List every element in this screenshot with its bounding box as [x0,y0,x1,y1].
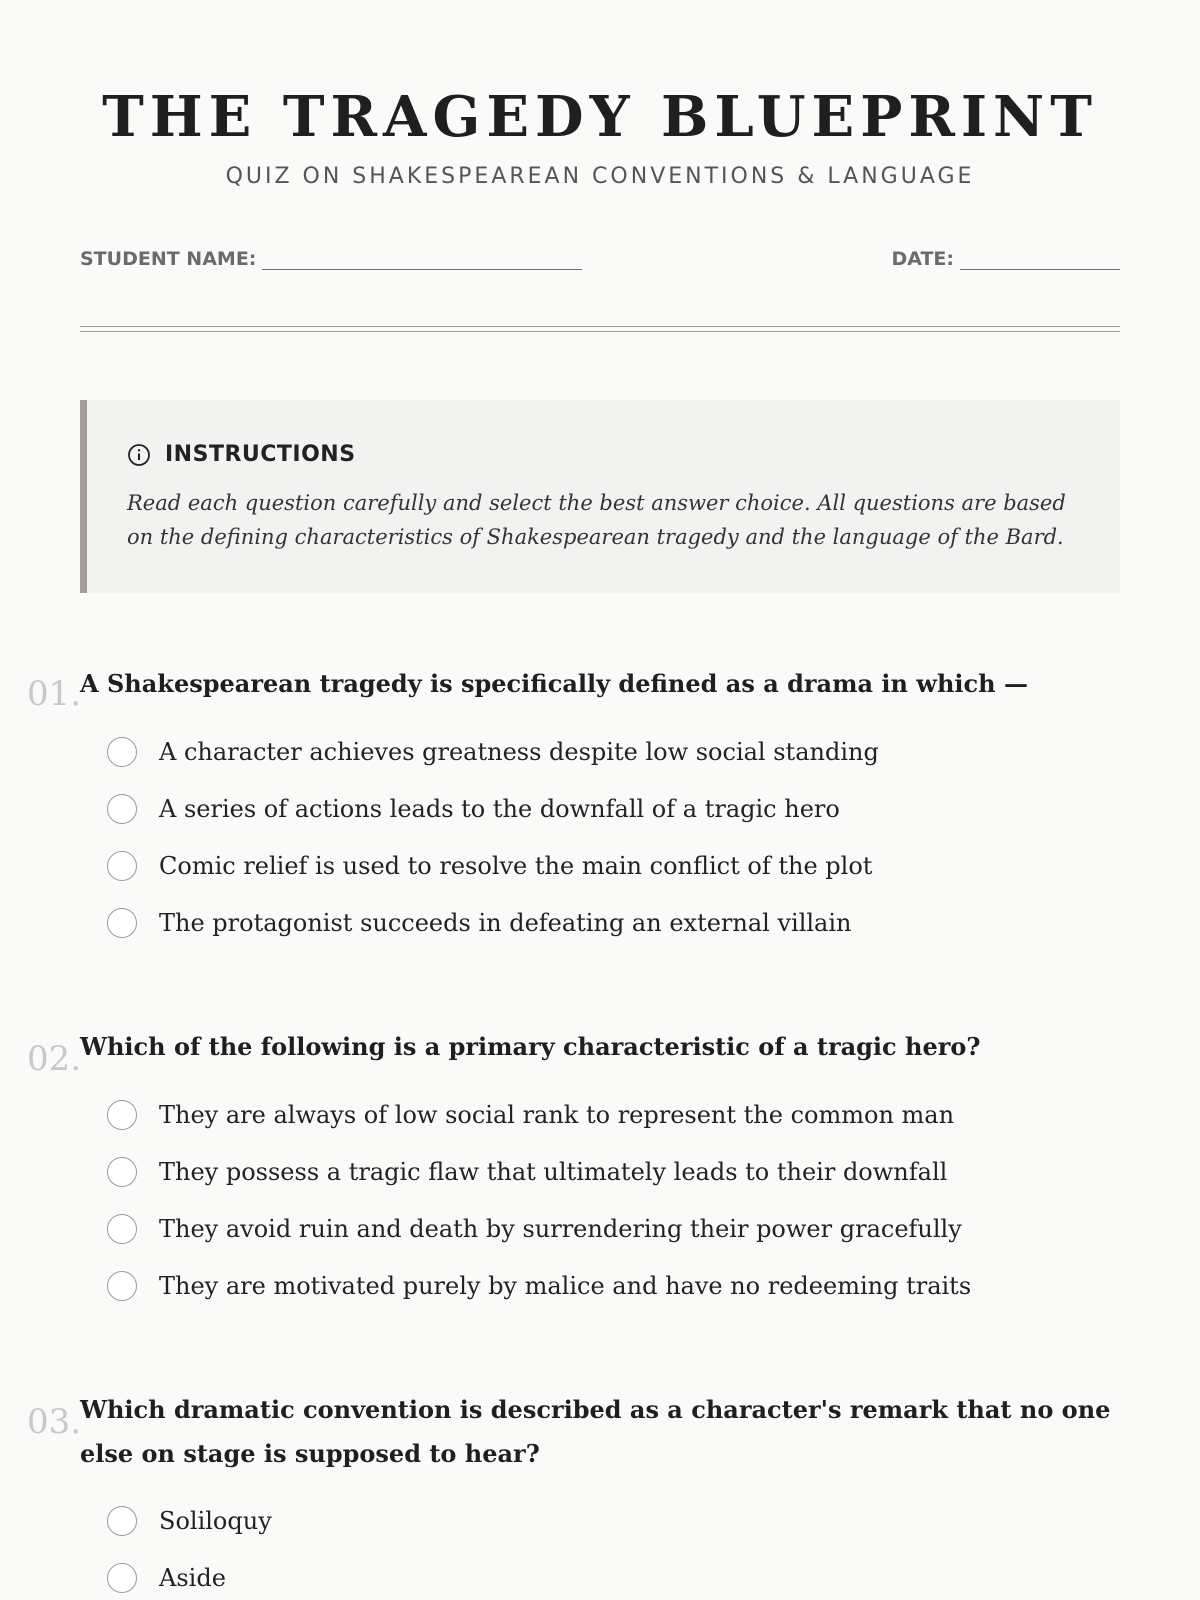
radio-button[interactable] [107,908,137,938]
question-number: 02. [27,1039,82,1079]
answer-label: They possess a tragic flaw that ultimately leads to their downfall [159,1158,948,1186]
answer-option[interactable] [107,1268,971,1304]
answer-option[interactable] [107,905,851,941]
instructions-box [80,400,1120,593]
student-name-field [80,246,582,270]
answer-option[interactable] [107,1503,272,1539]
question-text: Which dramatic convention is described as a character's remark that no one else on stage is supposed to hear? [80,1395,1111,1468]
answer-option[interactable] [107,734,879,770]
question-number: 01. [27,674,82,714]
date-field [891,246,1120,270]
answer-label: The protagonist succeeds in defeating an external villain [159,909,852,937]
radio-button[interactable] [107,794,137,824]
answer-option[interactable] [107,848,872,884]
student-info-row [80,246,1120,276]
answer-option[interactable] [107,1560,226,1596]
info-icon [127,443,151,467]
radio-button[interactable] [107,851,137,881]
question-text: Which of the following is a primary characteristic of a tragic hero? [80,1032,981,1061]
answer-option[interactable] [107,1154,947,1190]
student-name-input-line[interactable] [262,249,582,270]
question-number: 03. [27,1402,82,1442]
answer-label: Soliloquy [159,1507,272,1535]
page-title: THE TRAGEDY BLUEPRINT [102,84,1098,150]
answer-label: Comic relief is used to resolve the main conflict of the plot [159,852,873,880]
radio-button[interactable] [107,1100,137,1130]
radio-button[interactable] [107,1214,137,1244]
answer-label: They are always of low social rank to represent the common man [159,1101,955,1129]
answer-label: They avoid ruin and death by surrendering their power gracefully [159,1215,962,1243]
header-divider [80,326,1120,332]
instructions-heading-row [127,442,356,467]
answer-label: A character achieves greatness despite low social standing [159,738,879,766]
radio-button[interactable] [107,1506,137,1536]
date-input-line[interactable] [960,249,1120,270]
radio-button[interactable] [107,1271,137,1301]
radio-button[interactable] [107,737,137,767]
answer-label: Aside [159,1564,226,1592]
answer-option[interactable] [107,1211,962,1247]
radio-button[interactable] [107,1563,137,1593]
instructions-heading: INSTRUCTIONS [165,442,356,467]
answer-option[interactable] [107,1097,954,1133]
answer-label: A series of actions leads to the downfall of a tragic hero [159,795,840,823]
answer-option[interactable] [107,791,840,827]
date-label: DATE: [891,248,954,270]
page-subtitle: QUIZ ON SHAKESPEAREAN CONVENTIONS & LANGUAGE [225,164,975,189]
radio-button[interactable] [107,1157,137,1187]
instructions-text: Read each question carefully and select the best answer choice. All questions are based on the defining characteristics of Shakespearean tragedy and the language of the Bard. [127,491,1066,549]
question-text: A Shakespearean tragedy is specifically defined as a drama in which — [80,669,1028,698]
answer-label: They are motivated purely by malice and have no redeeming traits [159,1272,972,1300]
student-name-label: STUDENT NAME: [80,248,257,270]
